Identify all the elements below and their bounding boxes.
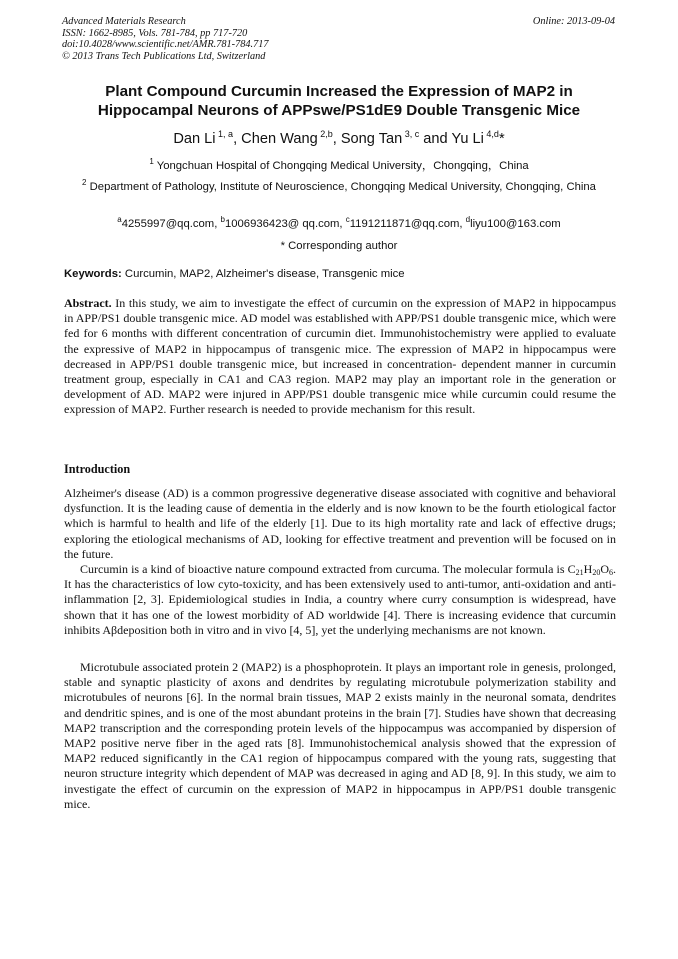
email-mark: b <box>220 215 225 224</box>
intro-paragraph-1: Alzheimer's disease (AD) is a common progressive degenerative disease associated with cognitive and behavioral dysfunction. It is the leading cause of dementia in the elderly and is now known to be the fourth etiological factor which is harmful to health and life of the elderly [1]. Due to its high mortality rate and lack of effective drugs; exploring the etiological mechanisms of AD, looking for effective treatment and prevention will be focused on in the future. <box>64 486 616 561</box>
affiliation-text: Department of Pathology, Institute of Neuroscience, Chongqing Medical University, Chongqing, China <box>86 181 596 193</box>
title-line-1: Plant Compound Curcumin Increased the Expression of MAP2 in <box>105 83 573 100</box>
abstract-paragraph <box>64 296 616 418</box>
journal-name: Advanced Materials Research <box>62 16 186 27</box>
email-address: 4255997@qq.com, <box>121 218 221 230</box>
intro-paragraph-2 <box>64 562 616 638</box>
abstract-text: In this study, we aim to investigate the effect of curcumin on the expression of MAP2 in hippocampus in APP/PS1 double transgenic mice. AD model was established with APP/PS1 double transgenic mice, which were fed for 6 months with different concentration of curcumin diet. Immunohistochemistry were applied to evaluate the expressive of MAP2 in hippocampus of transgenic mice. The expression of MAP2 in hippocampus were decreased in APP/PS1 double transgenic mice, but increased in concentration- dependent manner in curcumin treatment group, especially in CA1 and CA3 region. MAP2 may play an important role in the generation or development of AD. MAP2 were injured in APP/PS1 double transgenic mice while curcumin could resume the expression of MAP2. Further research is needed to provide mechanism for this result. <box>64 296 616 417</box>
author-affiliation-mark: 2,b <box>317 129 333 139</box>
author-name: Song Tan <box>340 131 403 147</box>
formula-subscript: 21 <box>575 568 584 577</box>
author-name: Dan Li <box>173 131 216 147</box>
paragraph-text: H <box>583 562 593 576</box>
paragraph-text: O <box>600 562 609 576</box>
author-name: Chen Wang <box>241 131 318 147</box>
author-affiliation-mark: 1, a <box>215 129 234 139</box>
formula-subscript: 20 <box>592 568 601 577</box>
intro-paragraph-3: Microtubule associated protein 2 (MAP2) is a phosphoprotein. It plays an important role in genesis, prolonged, stable and synaptic plasticity of axons and dendrites by regulating microtubule polymerization stability and microtubules of neurons [6]. In the normal brain tissues, MAP 2 exists mainly in the neuronal somata, dendrites and dendritic spines, and is one of the most abundant proteins in the brain [7]. Studies have shown that decreasing MAP2 transcription and the corresponding protein levels of the hippocampus was accompanied by dispersion of MAP2 positive nerve fiber in the aged rats [8]. Immunohistochemical analysis showed that the expression of MAP2 reduced significantly in the CA1 region of hippocampus compared with the young rats, suggesting that neuron structure integrity which dependent of MAP was decreased in aging and AD [8, 9]. In this study, we aim to investigate the effect of curcumin on the expression of MAP2 in hippocampus in APP/PS1 double transgenic mice. <box>64 660 616 811</box>
keywords-line <box>64 266 616 282</box>
email-mark: a <box>117 215 122 224</box>
author-affiliation-mark: 4,d <box>483 129 499 139</box>
author-separator: , <box>332 131 341 147</box>
corresponding-author-note: * Corresponding author <box>280 240 398 252</box>
keywords-label: Keywords: <box>64 268 122 280</box>
paragraph-text: Curcumin is a kind of bioactive nature compound extracted from curcuma. The molecular formula is C <box>80 562 576 576</box>
copyright-line: © 2013 Trans Tech Publications Ltd, Switzerland <box>62 50 266 62</box>
keywords-text: Curcumin, MAP2, Alzheimer's disease, Transgenic mice <box>121 268 405 280</box>
author-separator: and <box>419 131 452 147</box>
affiliation-2 <box>40 179 638 195</box>
email-address: 1006936423@ qq.com, <box>224 218 346 230</box>
paper-title <box>40 82 638 120</box>
abstract-label: Abstract. <box>64 296 112 310</box>
email-mark: c <box>345 215 350 224</box>
author-separator: , <box>233 131 242 147</box>
affiliation-text: Yongchuan Hospital of Chongqing Medical University，Chongqing，China <box>153 160 529 172</box>
author-list <box>40 130 638 148</box>
affiliation-1 <box>40 158 638 174</box>
affiliation-mark: 2 <box>82 178 87 187</box>
affiliation-mark: 1 <box>149 157 154 166</box>
paragraph-text: . It has the characteristics of low cyto-toxicity, and has been extensively used to anti-tumor, anti-oxidation and anti-inflammation [2, 3]. Epidemiological studies in India, a country where curry consumption is widespread, have shown that it has one of the lowest morbidity of AD worldwide [4]. There is increasing evidence that curcumin inhibits Aβdeposition both in vitro and in vivo [4, 5], yet the underlying mechanisms are not known. <box>64 562 616 637</box>
email-mark: d <box>465 215 471 224</box>
author-name: Yu Li <box>451 131 484 147</box>
formula-subscript: 6 <box>609 568 613 577</box>
email-list <box>40 216 638 232</box>
online-date: Online: 2013-09-04 <box>532 16 615 27</box>
email-address: liyu100@163.com <box>470 218 561 230</box>
author-affiliation-mark: 3, c <box>402 129 420 139</box>
section-heading-introduction: Introduction <box>64 462 131 476</box>
email-address: 1191211871@qq.com, <box>349 218 466 230</box>
author-separator: * <box>498 131 505 147</box>
journal-header <box>62 16 392 62</box>
title-line-2: Hippocampal Neurons of APPswe/PS1dE9 Double Transgenic Mice <box>97 102 581 119</box>
issn-line: ISSN: 1662-8985, Vols. 781-784, pp 717-720 <box>62 27 248 39</box>
doi-line: doi:10.4028/www.scientific.net/AMR.781-784.717 <box>62 39 269 51</box>
